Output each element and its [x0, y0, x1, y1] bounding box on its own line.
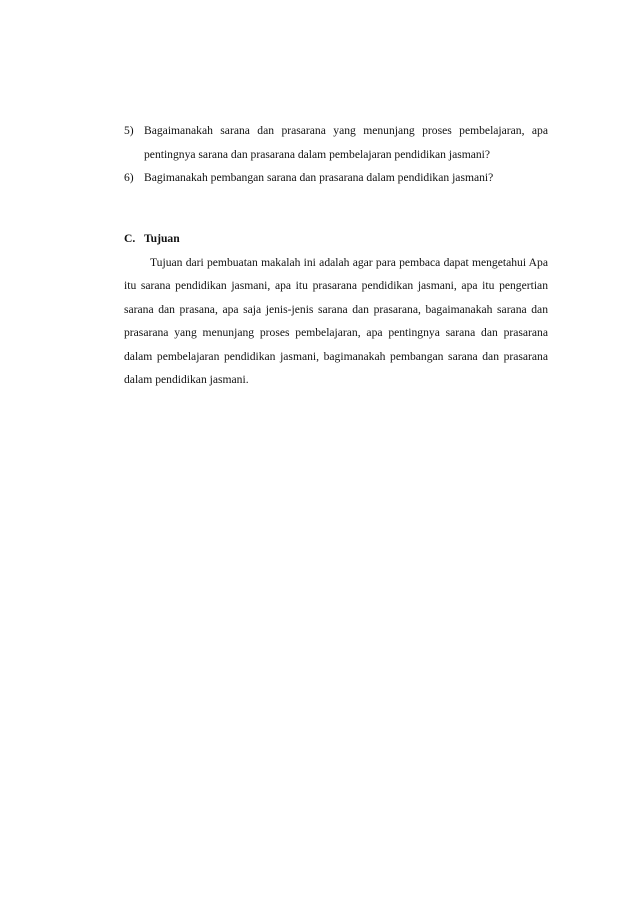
section-title: Tujuan: [144, 232, 180, 245]
list-item-text: Bagimanakah pembangan sarana dan prasarana dalam pendidikan jasmani?: [144, 171, 494, 184]
question-list: [124, 119, 548, 190]
section-tujuan: [124, 227, 548, 392]
list-item: [124, 119, 548, 166]
list-item-text: Bagaimanakah sarana dan prasarana yang menunjang proses pembelajaran, apa pentingnya sarana dan prasarana dalam pembelajaran pendidikan jasmani?: [144, 124, 548, 161]
section-letter: C.: [124, 232, 136, 245]
list-item: [124, 166, 548, 190]
list-item-number: 6): [124, 171, 134, 184]
list-item-number: 5): [124, 124, 134, 137]
section-paragraph: Tujuan dari pembuatan makalah ini adalah agar para pembaca dapat mengetahui Apa itu sarana pendidikan jasmani, apa itu prasarana pendidikan jasmani, apa itu pengertian sarana dan prasana, apa saja jenis-jenis sarana dan prasarana, bagaimanakah sarana dan prasarana yang menunjang proses pembelajaran, apa pentingnya sarana dan prasarana dalam pembelajaran pendidikan jasmani, bagimanakah pembangan sarana dan prasarana dalam pendidikan jasmani.: [124, 255, 548, 386]
section-heading: [124, 227, 548, 251]
